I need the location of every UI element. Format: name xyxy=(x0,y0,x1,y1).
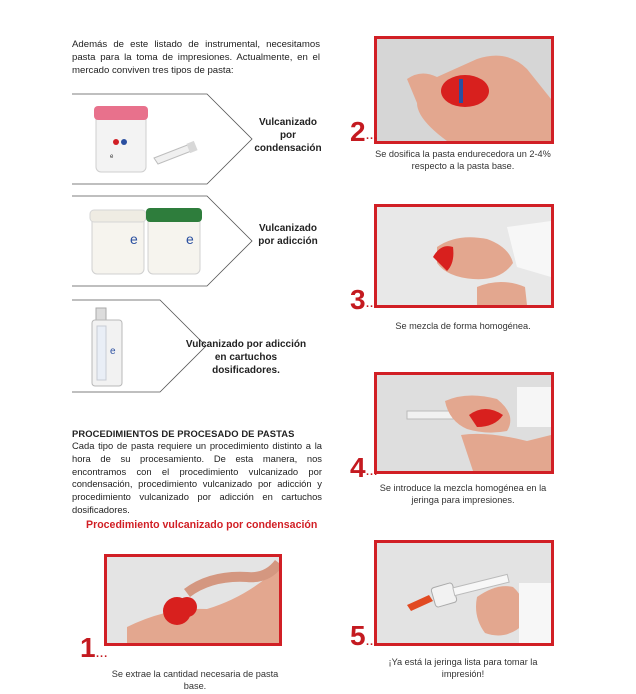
step-dots: ... xyxy=(366,130,379,142)
step-dots: ... xyxy=(366,466,379,478)
svg-text:e: e xyxy=(110,154,114,160)
step-number: 5 xyxy=(350,620,366,651)
step-caption: ¡Ya está la jeringa lista para tomar la impresión! xyxy=(388,657,538,680)
paste-type-condensation xyxy=(72,92,322,186)
paste-type-label xyxy=(252,116,324,155)
section-title: PROCEDIMIENTOS DE PROCESADO DE PASTAS xyxy=(72,428,295,439)
paste-type-label xyxy=(182,338,310,377)
step-number: 1 xyxy=(80,632,96,663)
step-caption: Se mezcla de forma homogénea. xyxy=(395,321,531,331)
paste-type-label-text: Vulcanizado por condensación xyxy=(254,117,322,154)
paste-jar-and-tube-image xyxy=(92,100,212,180)
step-caption: Se introduce la mezcla homogénea en la jeringa para impresiones. xyxy=(379,483,547,506)
step-caption: Se extrae la cantidad necesaria de pasta base. xyxy=(111,669,279,692)
step-number: 2 xyxy=(350,116,366,147)
step-4-photo xyxy=(374,372,554,474)
procedure-subtitle: Procedimiento vulcanizado por condensación xyxy=(86,519,318,531)
paste-type-label-text: Vulcanizado por adicción en cartuchos dosificadores. xyxy=(185,339,307,376)
step-dots: ... xyxy=(96,648,109,660)
step-2-photo xyxy=(374,36,554,144)
step-number: 4 xyxy=(350,452,366,483)
svg-text:e: e xyxy=(186,231,194,247)
paste-type-addition xyxy=(72,194,318,288)
paste-type-label-text: Vulcanizado por adicción xyxy=(258,223,318,247)
step-number: 3 xyxy=(350,284,366,315)
svg-text:e: e xyxy=(130,231,138,247)
step-caption: Se dosifica la pasta endurecedora un 2-4% respecto a la pasta base. xyxy=(375,149,551,172)
paste-type-label xyxy=(252,222,324,248)
step-1-photo xyxy=(104,554,282,646)
paste-type-cartridge xyxy=(72,298,307,394)
section-body: Cada tipo de pasta requiere un procedimiento distinto a la hora de su procesamiento. De esta manera, nos encontramos con el procedimiento vulcanizado por condensación, procedimiento vulcanizado por adicción y procedimiento vulcanizado por adicción en cartuchos dosificadores. xyxy=(72,440,322,515)
svg-text:e: e xyxy=(110,346,116,357)
intro-paragraph: Además de este listado de instrumental, necesitamos pasta para la toma de impresiones. Actualmente, en el mercado conviven tres tipos de pasta: xyxy=(72,39,320,76)
step-3-photo xyxy=(374,204,554,308)
step-dots: ... xyxy=(366,298,379,310)
step-5-photo xyxy=(374,540,554,646)
cartridge-image xyxy=(90,304,130,390)
step-dots: ... xyxy=(366,636,379,648)
paste-jars-image xyxy=(86,202,216,282)
